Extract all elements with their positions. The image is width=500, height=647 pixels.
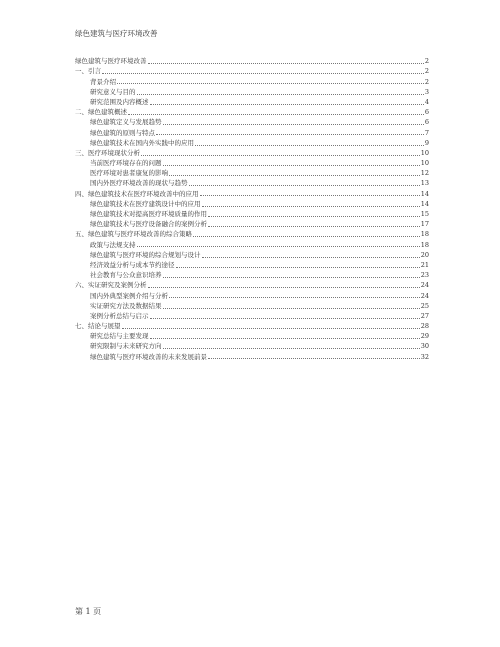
toc-entry-page-number: 9 — [424, 138, 429, 147]
toc-leader-dots — [202, 206, 420, 207]
toc-entry[interactable] — [75, 351, 429, 361]
toc-entry[interactable] — [75, 117, 429, 127]
toc-entry-page-number: 3 — [424, 87, 429, 96]
toc-entry-title: 二、绿色建筑概述 — [75, 108, 127, 117]
toc-entry-title: 案例分析总结与启示 — [90, 311, 149, 320]
toc-entry-title: 三、医疗环境现状分析 — [75, 148, 140, 157]
toc-entry-title: 绿色建筑与医疗环境的综合规划与设计 — [90, 250, 201, 259]
toc-entry-title: 当前医疗环境存在的问题 — [90, 159, 162, 168]
toc-entry[interactable] — [75, 270, 429, 280]
toc-entry[interactable] — [75, 290, 429, 300]
toc-leader-dots — [148, 63, 424, 64]
toc-entry-page-number: 13 — [420, 179, 429, 188]
toc-entry-page-number: 25 — [420, 301, 429, 310]
toc-leader-dots — [150, 338, 420, 339]
toc-entry[interactable] — [75, 321, 429, 331]
toc-leader-dots — [208, 216, 420, 217]
toc-leader-dots — [150, 318, 420, 319]
toc-entry-page-number: 7 — [424, 128, 429, 137]
toc-entry-title: 医疗环境对患者康复的影响 — [90, 169, 168, 178]
toc-entry-title: 国内外典型案例介绍与分析 — [90, 291, 168, 300]
toc-entry[interactable] — [75, 158, 429, 168]
toc-leader-dots — [169, 175, 420, 176]
toc-leader-dots — [189, 185, 420, 186]
toc-entry-page-number: 6 — [424, 118, 429, 127]
toc-entry-title: 实证研究方法及数据结果 — [90, 301, 162, 310]
toc-entry-title: 国内外医疗环境改善的现状与趋势 — [90, 179, 188, 188]
table-of-contents — [75, 56, 429, 362]
toc-entry[interactable] — [75, 229, 429, 239]
toc-leader-dots — [193, 236, 420, 237]
toc-entry-page-number: 4 — [424, 97, 429, 106]
toc-leader-dots — [163, 277, 420, 278]
toc-entry-title: 绿色建筑技术在国内外实践中的应用 — [90, 138, 194, 147]
page-header: 绿色建筑与医疗环境改善 — [75, 29, 158, 38]
toc-leader-dots — [156, 134, 424, 135]
toc-entry[interactable] — [75, 76, 429, 86]
toc-entry-title: 研究限制与未来研究方向 — [90, 342, 162, 351]
toc-entry[interactable] — [75, 188, 429, 198]
toc-entry[interactable] — [75, 331, 429, 341]
toc-leader-dots — [163, 308, 420, 309]
toc-entry-page-number: 18 — [420, 230, 429, 239]
toc-entry[interactable] — [75, 87, 429, 97]
toc-entry[interactable] — [75, 127, 429, 137]
toc-leader-dots — [163, 348, 420, 349]
toc-entry-title: 七、结论与展望 — [75, 322, 121, 331]
toc-leader-dots — [163, 124, 424, 125]
toc-entry-page-number: 2 — [424, 67, 429, 76]
toc-entry[interactable] — [75, 178, 429, 188]
toc-leader-dots — [137, 94, 424, 95]
toc-entry-title: 研究范围及内容概述 — [90, 97, 149, 106]
toc-entry-title: 绿色建筑技术对提高医疗环境质量的作用 — [90, 210, 207, 218]
toc-entry-title: 绿色建筑定义与发展趋势 — [90, 118, 162, 127]
toc-entry-page-number: 20 — [420, 250, 429, 259]
toc-leader-dots — [102, 73, 424, 74]
toc-entry-page-number: 21 — [420, 260, 429, 269]
toc-entry-title: 绿色建筑的原则与特点 — [90, 128, 155, 137]
toc-entry-title: 研究总结与主要发现 — [90, 332, 149, 341]
toc-leader-dots — [122, 328, 420, 329]
toc-entry-page-number: 10 — [420, 159, 429, 168]
toc-leader-dots — [148, 287, 420, 288]
toc-entry[interactable] — [75, 107, 429, 117]
toc-entry[interactable] — [75, 66, 429, 76]
toc-entry-title: 绿色建筑技术在医疗建筑设计中的应用 — [90, 199, 201, 208]
toc-entry-title: 社会教育与公众意识培养 — [90, 271, 162, 280]
toc-entry-page-number: 32 — [420, 352, 429, 361]
toc-entry-title: 五、绿色建筑与医疗环境改善的综合策略 — [75, 230, 192, 239]
toc-leader-dots — [176, 267, 420, 268]
toc-leader-dots — [137, 246, 420, 247]
toc-entry-page-number: 14 — [420, 189, 429, 198]
toc-entry[interactable] — [75, 199, 429, 209]
toc-entry-title: 四、绿色建筑技术在医疗环境改善中的应用 — [75, 189, 199, 198]
toc-entry-page-number: 24 — [420, 281, 429, 290]
toc-entry-title: 政策与法规支持 — [90, 240, 136, 249]
toc-entry[interactable] — [75, 250, 429, 260]
toc-leader-dots — [150, 104, 424, 105]
toc-leader-dots — [208, 226, 420, 227]
toc-leader-dots — [163, 165, 420, 166]
toc-entry[interactable] — [75, 301, 429, 311]
toc-leader-dots — [195, 145, 424, 146]
toc-entry-page-number: 2 — [424, 77, 429, 86]
toc-entry-page-number: 23 — [420, 271, 429, 280]
toc-entry-page-number: 12 — [420, 169, 429, 178]
toc-entry[interactable] — [75, 219, 429, 229]
toc-entry[interactable] — [75, 209, 429, 219]
toc-entry-page-number: 28 — [420, 322, 429, 331]
toc-entry-page-number: 14 — [420, 199, 429, 208]
toc-entry-title: 绿色建筑与医疗环境改善 — [75, 57, 147, 66]
toc-entry-page-number: 18 — [420, 240, 429, 249]
toc-entry-title: 六、实证研究及案例分析 — [75, 281, 147, 290]
toc-leader-dots — [202, 257, 420, 258]
toc-entry-title: 背景介绍 — [90, 77, 116, 86]
toc-entry[interactable] — [75, 260, 429, 270]
toc-leader-dots — [117, 83, 424, 84]
toc-entry[interactable] — [75, 311, 429, 321]
toc-entry-title: 研究意义与目的 — [90, 87, 136, 96]
toc-entry[interactable] — [75, 148, 429, 158]
toc-entry-title: 绿色建筑技术与医疗设备融合的案例分析 — [90, 220, 207, 229]
toc-entry-page-number: 10 — [420, 148, 429, 157]
toc-entry[interactable] — [75, 341, 429, 351]
toc-entry-page-number: 24 — [420, 291, 429, 300]
toc-leader-dots — [141, 155, 420, 156]
toc-entry-page-number: 2 — [424, 57, 429, 66]
toc-entry[interactable] — [75, 97, 429, 107]
toc-entry[interactable] — [75, 56, 429, 66]
toc-entry-page-number: 27 — [420, 311, 429, 320]
toc-entry-page-number: 15 — [420, 210, 429, 218]
toc-entry[interactable] — [75, 280, 429, 290]
toc-leader-dots — [169, 297, 420, 298]
toc-entry[interactable] — [75, 168, 429, 178]
page-footer: 第 1 页 — [75, 607, 102, 616]
toc-entry-page-number: 29 — [420, 332, 429, 341]
toc-entry-title: 经济效益分析与成本节约途径 — [90, 260, 175, 269]
toc-entry-page-number: 30 — [420, 342, 429, 351]
toc-entry-page-number: 17 — [420, 220, 429, 229]
toc-entry-page-number: 6 — [424, 108, 429, 117]
toc-entry[interactable] — [75, 138, 429, 148]
toc-leader-dots — [128, 114, 424, 115]
toc-entry-title: 一、引言 — [75, 67, 101, 76]
toc-leader-dots — [200, 195, 420, 196]
toc-entry[interactable] — [75, 239, 429, 249]
toc-leader-dots — [208, 358, 420, 359]
toc-entry-title: 绿色建筑与医疗环境改善的未来发展前景 — [90, 352, 207, 361]
